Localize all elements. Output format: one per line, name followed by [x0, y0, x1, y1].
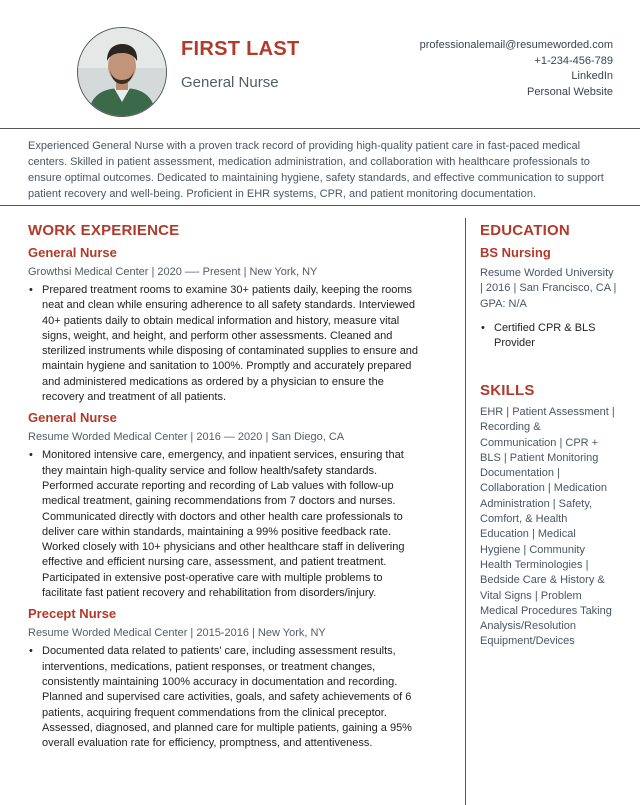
candidate-title: General Nurse [181, 74, 279, 91]
person-photo-icon [78, 28, 166, 116]
job-bullets [28, 448, 424, 601]
school-meta: Resume Worded University | 2016 | San Francisco, CA | GPA: N/A [480, 267, 617, 310]
job-bullets [28, 644, 424, 751]
column-divider [465, 218, 466, 805]
candidate-name: FIRST LAST [181, 38, 300, 60]
job-title: General Nurse [28, 410, 117, 426]
contact-linkedin-link[interactable]: LinkedIn [571, 70, 613, 82]
summary-text: Experienced General Nurse with a proven track record of providing high-quality patient care in fast-paced medical centers. Skilled in patient assessment, medication administration, and collaboration with healthcare professionals to ensure optimal outcomes. Dedicated to maintaining hygiene, safety standards, and effective communication to support patient recovery and well-being. Proficient in EHR systems, CPR, and patient monitoring documentation. [28, 140, 604, 200]
education-section [480, 222, 618, 351]
contact-block [420, 38, 613, 100]
job-meta: Growthsi Medical Center | 2020 —- Present | New York, NY [28, 266, 318, 278]
summary-divider [0, 205, 640, 206]
degree-title: BS Nursing [480, 245, 551, 260]
job-entry [28, 245, 424, 405]
skills-heading: SKILLS [480, 382, 535, 399]
job-bullet: • Monitored intensive care, emergency, and inpatient services, ensuring that they maintain high-quality service and follow health/safety standards. Performed accurate reporting and recording of Lab values with follow-up medical treatment, gaining recommendations from 7 doctors and nurses. Communicated directly with doctors and other health care professionals to deliver care within standards, maintaining a 99% positive feedback rate. Worked closely with 10+ physicians and other healthcare staff in delivering effective and efficient nursing care, assessment, and patient treatment. Participated in extensive post-operative care with multiple problems to facilitate fast patient recovery and rehabilitation from disorders/injury. [28, 448, 424, 601]
job-entry [28, 606, 424, 751]
job-meta: Resume Worded Medical Center | 2015-2016 | New York, NY [28, 627, 326, 640]
education-bullets [480, 321, 618, 352]
job-title: Precept Nurse [28, 606, 117, 622]
job-title: General Nurse [28, 245, 117, 260]
contact-phone: +1-234-456-789 [534, 54, 613, 67]
work-experience-heading: WORK EXPERIENCE [28, 222, 180, 239]
job-entry [28, 410, 424, 601]
job-meta: Resume Worded Medical Center | 2016 — 2020 | San Diego, CA [28, 431, 345, 444]
education-heading: EDUCATION [480, 222, 570, 239]
contact-email[interactable]: professionalemail@resumeworded.com [419, 39, 613, 51]
skills-section [480, 382, 618, 650]
work-experience-section [28, 222, 424, 751]
job-bullet: • Documented data related to patients' care, including assessment results, interventions, medications, patient responses, or treatment changes, consistently maintaining 100% accuracy in documentation and recording. Planned and supervised care activities, goals, and safety achievements of 6 patients, acquiring frequent commendations from the clinical preceptor. Assessed, diagnosed, and planned care for multiple patients, gaining a 95% overall evaluation rate for efficiency, promptness, and attentiveness. [28, 644, 424, 751]
profile-photo [77, 27, 167, 117]
job-bullet: • Prepared treatment rooms to examine 30+ patients daily, keeping the rooms neat and clean while ensuring adherence to all safety standards. Interviewed 40+ patients daily to obtain medical information and history, measure vital signs, weight, and height, and perform other assessments. Cleaned and sterilized instruments while disposing of contaminated supplies to ensure and maintain hygiene and sanitation to 100%. Promptly and accurately prepared and administered medications as ordered by a physician to ensure the recovery and treatment of all patients. [28, 283, 424, 405]
job-bullets [28, 283, 424, 405]
contact-website-link[interactable]: Personal Website [526, 85, 613, 98]
skills-list: EHR | Patient Assessment | Recording & Communication | CPR + BLS | Patient Monitoring Documentation | Collaboration | Medication Administration | Safety, Comfort, & Health Education | Medical Hygiene | Community Health Terminologies | Bedside Care & History & Vital Signs | Problem Medical Procedures Taking Analysis/Resolution Equipment/Devices [480, 406, 615, 648]
header-divider [0, 128, 640, 129]
education-bullet: • Certified CPR & BLS Provider [480, 321, 618, 352]
